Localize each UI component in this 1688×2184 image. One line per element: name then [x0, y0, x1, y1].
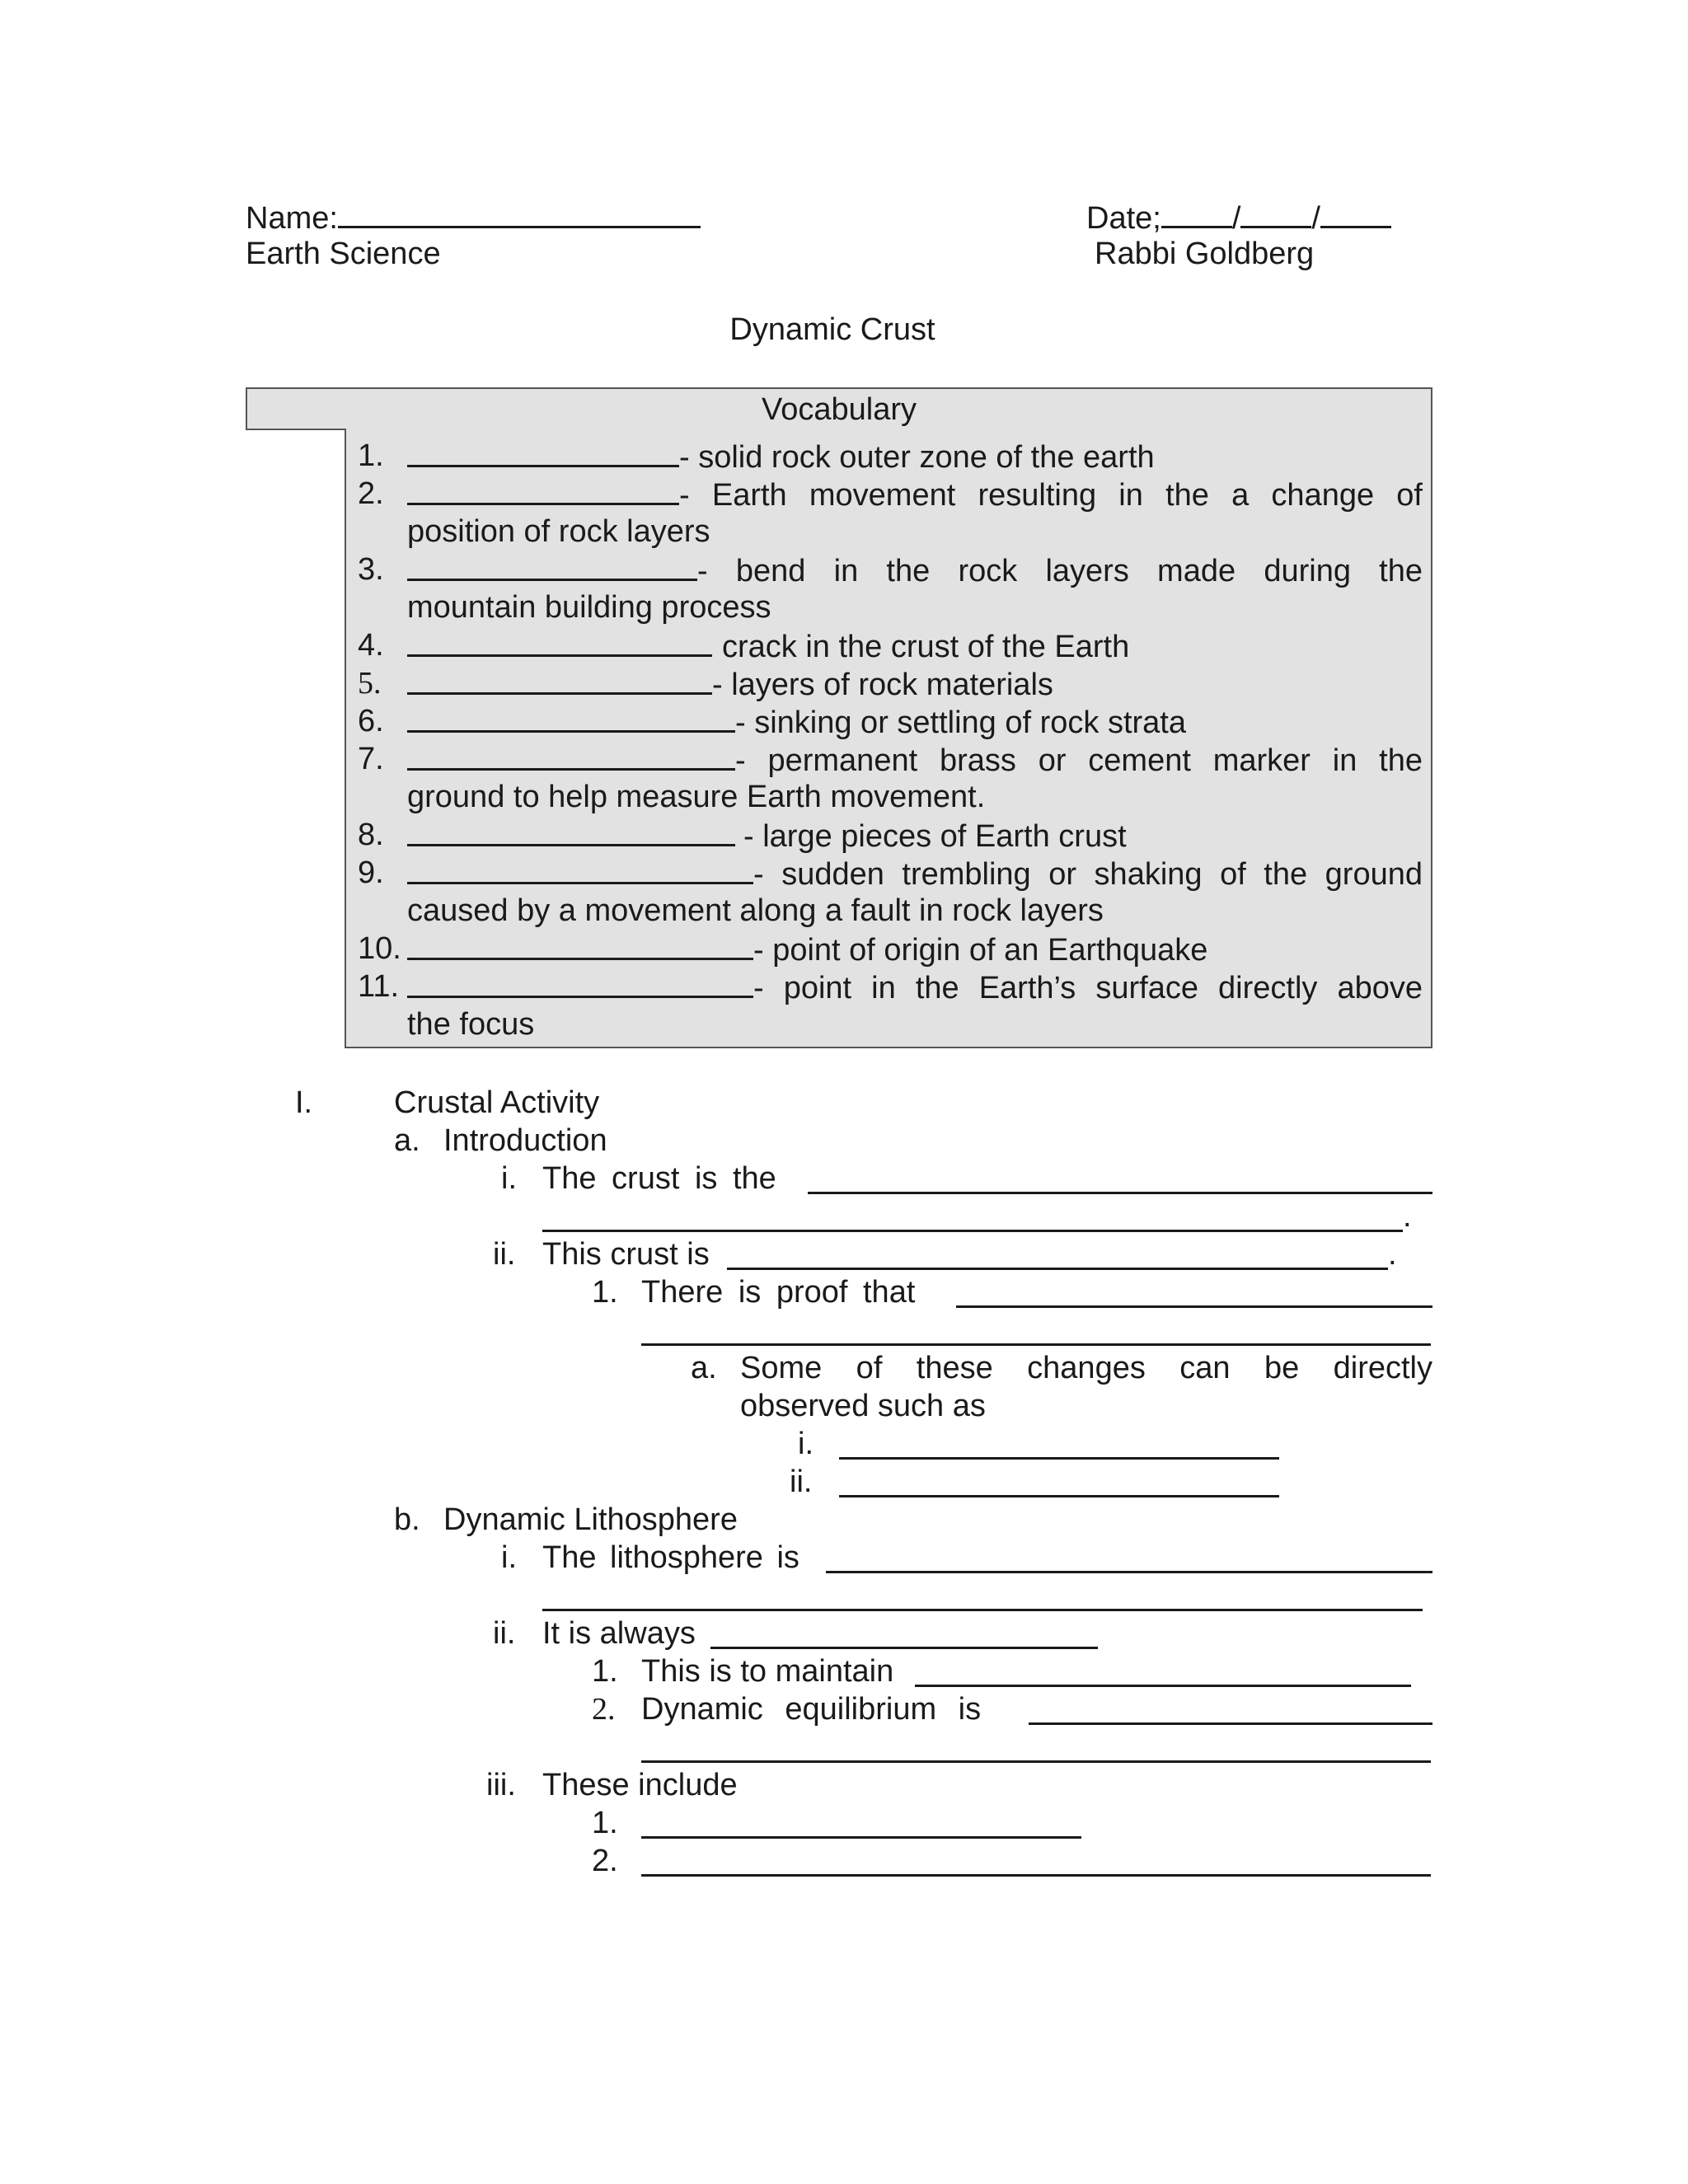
vocab-number: 8. [358, 818, 384, 852]
vocab-item-2 [407, 475, 1423, 514]
date-day-blank[interactable] [1240, 198, 1311, 228]
answer-line[interactable] [839, 1457, 1279, 1460]
item-label: i. [501, 1540, 517, 1575]
vocab-blank[interactable] [407, 854, 753, 884]
item-label: i. [501, 1161, 517, 1196]
prompt-text-cont: observed such as [740, 1389, 986, 1423]
answer-line[interactable] [641, 1874, 1431, 1877]
answer-line[interactable] [826, 1571, 1432, 1573]
item-label: ii. [493, 1616, 516, 1651]
answer-line[interactable] [956, 1305, 1432, 1308]
vocab-definition: - point in the Earth’s surface directly above [753, 971, 1423, 1005]
vocab-definition: - solid rock outer zone of the earth [679, 440, 1155, 475]
prompt-text: Some of these changes can be directly [740, 1351, 1432, 1385]
date-field[interactable] [1086, 198, 1391, 237]
vocab-number: 6. [358, 704, 384, 738]
answer-line[interactable] [915, 1685, 1411, 1687]
vocab-definition: - Earth movement resulting in the a change of [679, 478, 1423, 513]
vocab-definition: - layers of rock materials [712, 668, 1053, 702]
answer-line[interactable] [808, 1192, 1432, 1194]
section-title: Crustal Activity [394, 1085, 600, 1120]
vocab-blank[interactable] [407, 816, 735, 846]
answer-line[interactable] [710, 1647, 1098, 1649]
prompt-text: The lithosphere is [542, 1540, 799, 1575]
subsection-title: Dynamic Lithosphere [443, 1502, 738, 1537]
item-label: i. [798, 1427, 814, 1461]
answer-line[interactable] [727, 1268, 1388, 1270]
vocab-definition-cont: position of rock layers [407, 514, 710, 549]
vocab-number: 11. [358, 969, 400, 1004]
date-separator: / [1311, 201, 1320, 236]
vocab-number: 5. [358, 666, 382, 701]
answer-line[interactable] [1029, 1722, 1432, 1725]
course-name: Earth Science [246, 237, 441, 271]
vocab-definition-cont: mountain building process [407, 590, 771, 625]
vocab-definition-cont: caused by a movement along a fault in rock layers [407, 893, 1104, 928]
date-label: Date; [1086, 201, 1161, 236]
item-label: 1. [592, 1275, 618, 1310]
vocab-number: 7. [358, 742, 384, 776]
period-mark: . [1388, 1237, 1397, 1272]
item-label: 2. [592, 1844, 618, 1878]
vocab-item-11 [407, 968, 1423, 1007]
vocab-blank[interactable] [407, 437, 679, 467]
vocab-definition: - large pieces of Earth crust [743, 819, 1127, 854]
vocab-definition: - bend in the rock layers made during the [697, 554, 1423, 588]
item-label: ii. [493, 1237, 516, 1272]
prompt-text: There is proof that [641, 1275, 916, 1310]
name-field[interactable] [246, 198, 701, 237]
item-label: iii. [486, 1768, 516, 1802]
answer-line[interactable] [542, 1230, 1403, 1232]
vocab-number: 2. [358, 476, 384, 511]
vocab-blank[interactable] [407, 475, 679, 505]
date-separator: / [1231, 201, 1241, 236]
name-label: Name: [246, 201, 338, 236]
vocab-definition-cont: the focus [407, 1007, 535, 1042]
prompt-text: The crust is the [542, 1161, 776, 1196]
prompt-text: Dynamic equilibrium is [641, 1692, 982, 1727]
vocab-item-6 [407, 702, 1423, 742]
vocab-definition: - sudden trembling or shaking of the ground [753, 857, 1423, 892]
vocab-blank[interactable] [407, 702, 735, 733]
vocab-number: 4. [358, 628, 384, 663]
vocab-definition: - permanent brass or cement marker in the [735, 743, 1423, 778]
vocab-item-1 [407, 437, 1423, 476]
vocab-blank[interactable] [407, 930, 753, 960]
vocab-item-9 [407, 854, 1423, 893]
vocab-number: 9. [358, 855, 384, 890]
period-mark: . [1403, 1199, 1412, 1234]
item-label: ii. [790, 1465, 813, 1499]
vocab-definition-cont: ground to help measure Earth movement. [407, 780, 986, 814]
item-label: a. [691, 1351, 717, 1385]
date-year-blank[interactable] [1320, 198, 1391, 228]
vocab-blank[interactable] [407, 551, 697, 581]
prompt-text: It is always [542, 1616, 696, 1651]
teacher-name: Rabbi Goldberg [1095, 237, 1315, 271]
prompt-text: These include [542, 1768, 738, 1802]
item-label: 1. [592, 1806, 618, 1840]
answer-line[interactable] [641, 1760, 1431, 1763]
vocab-definition: - sinking or settling of rock strata [735, 705, 1186, 740]
subsection-title: Introduction [443, 1123, 607, 1158]
vocab-item-8 [407, 816, 1423, 855]
prompt-text: This is to maintain [641, 1654, 894, 1689]
vocab-item-7 [407, 740, 1423, 780]
vocab-blank[interactable] [407, 968, 753, 998]
vocab-item-5 [407, 664, 1423, 704]
vocab-blank[interactable] [407, 664, 712, 695]
answer-line[interactable] [641, 1343, 1431, 1346]
page-title: Dynamic Crust [729, 312, 935, 347]
date-month-blank[interactable] [1161, 198, 1232, 228]
vocab-definition: crack in the crust of the Earth [722, 630, 1130, 664]
vocab-number: 1. [358, 438, 384, 473]
answer-line[interactable] [641, 1836, 1081, 1839]
section-number: I. [295, 1085, 313, 1120]
vocab-blank[interactable] [407, 626, 712, 657]
item-label: 2. [592, 1692, 616, 1727]
prompt-text: This crust is [542, 1237, 710, 1272]
name-blank[interactable] [338, 198, 701, 228]
vocab-number: 10. [358, 931, 401, 966]
vocab-item-3 [407, 551, 1423, 590]
item-label: 1. [592, 1654, 618, 1689]
vocabulary-heading: Vocabulary [246, 387, 1432, 430]
vocab-definition: - point of origin of an Earthquake [753, 933, 1208, 968]
vocab-item-10 [407, 930, 1423, 969]
subsection-label: b. [394, 1502, 420, 1537]
vocab-item-4 [407, 626, 1423, 666]
vocab-blank[interactable] [407, 740, 735, 771]
subsection-label: a. [394, 1123, 420, 1158]
answer-line[interactable] [839, 1495, 1279, 1497]
answer-line[interactable] [542, 1609, 1423, 1611]
vocab-number: 3. [358, 552, 384, 587]
